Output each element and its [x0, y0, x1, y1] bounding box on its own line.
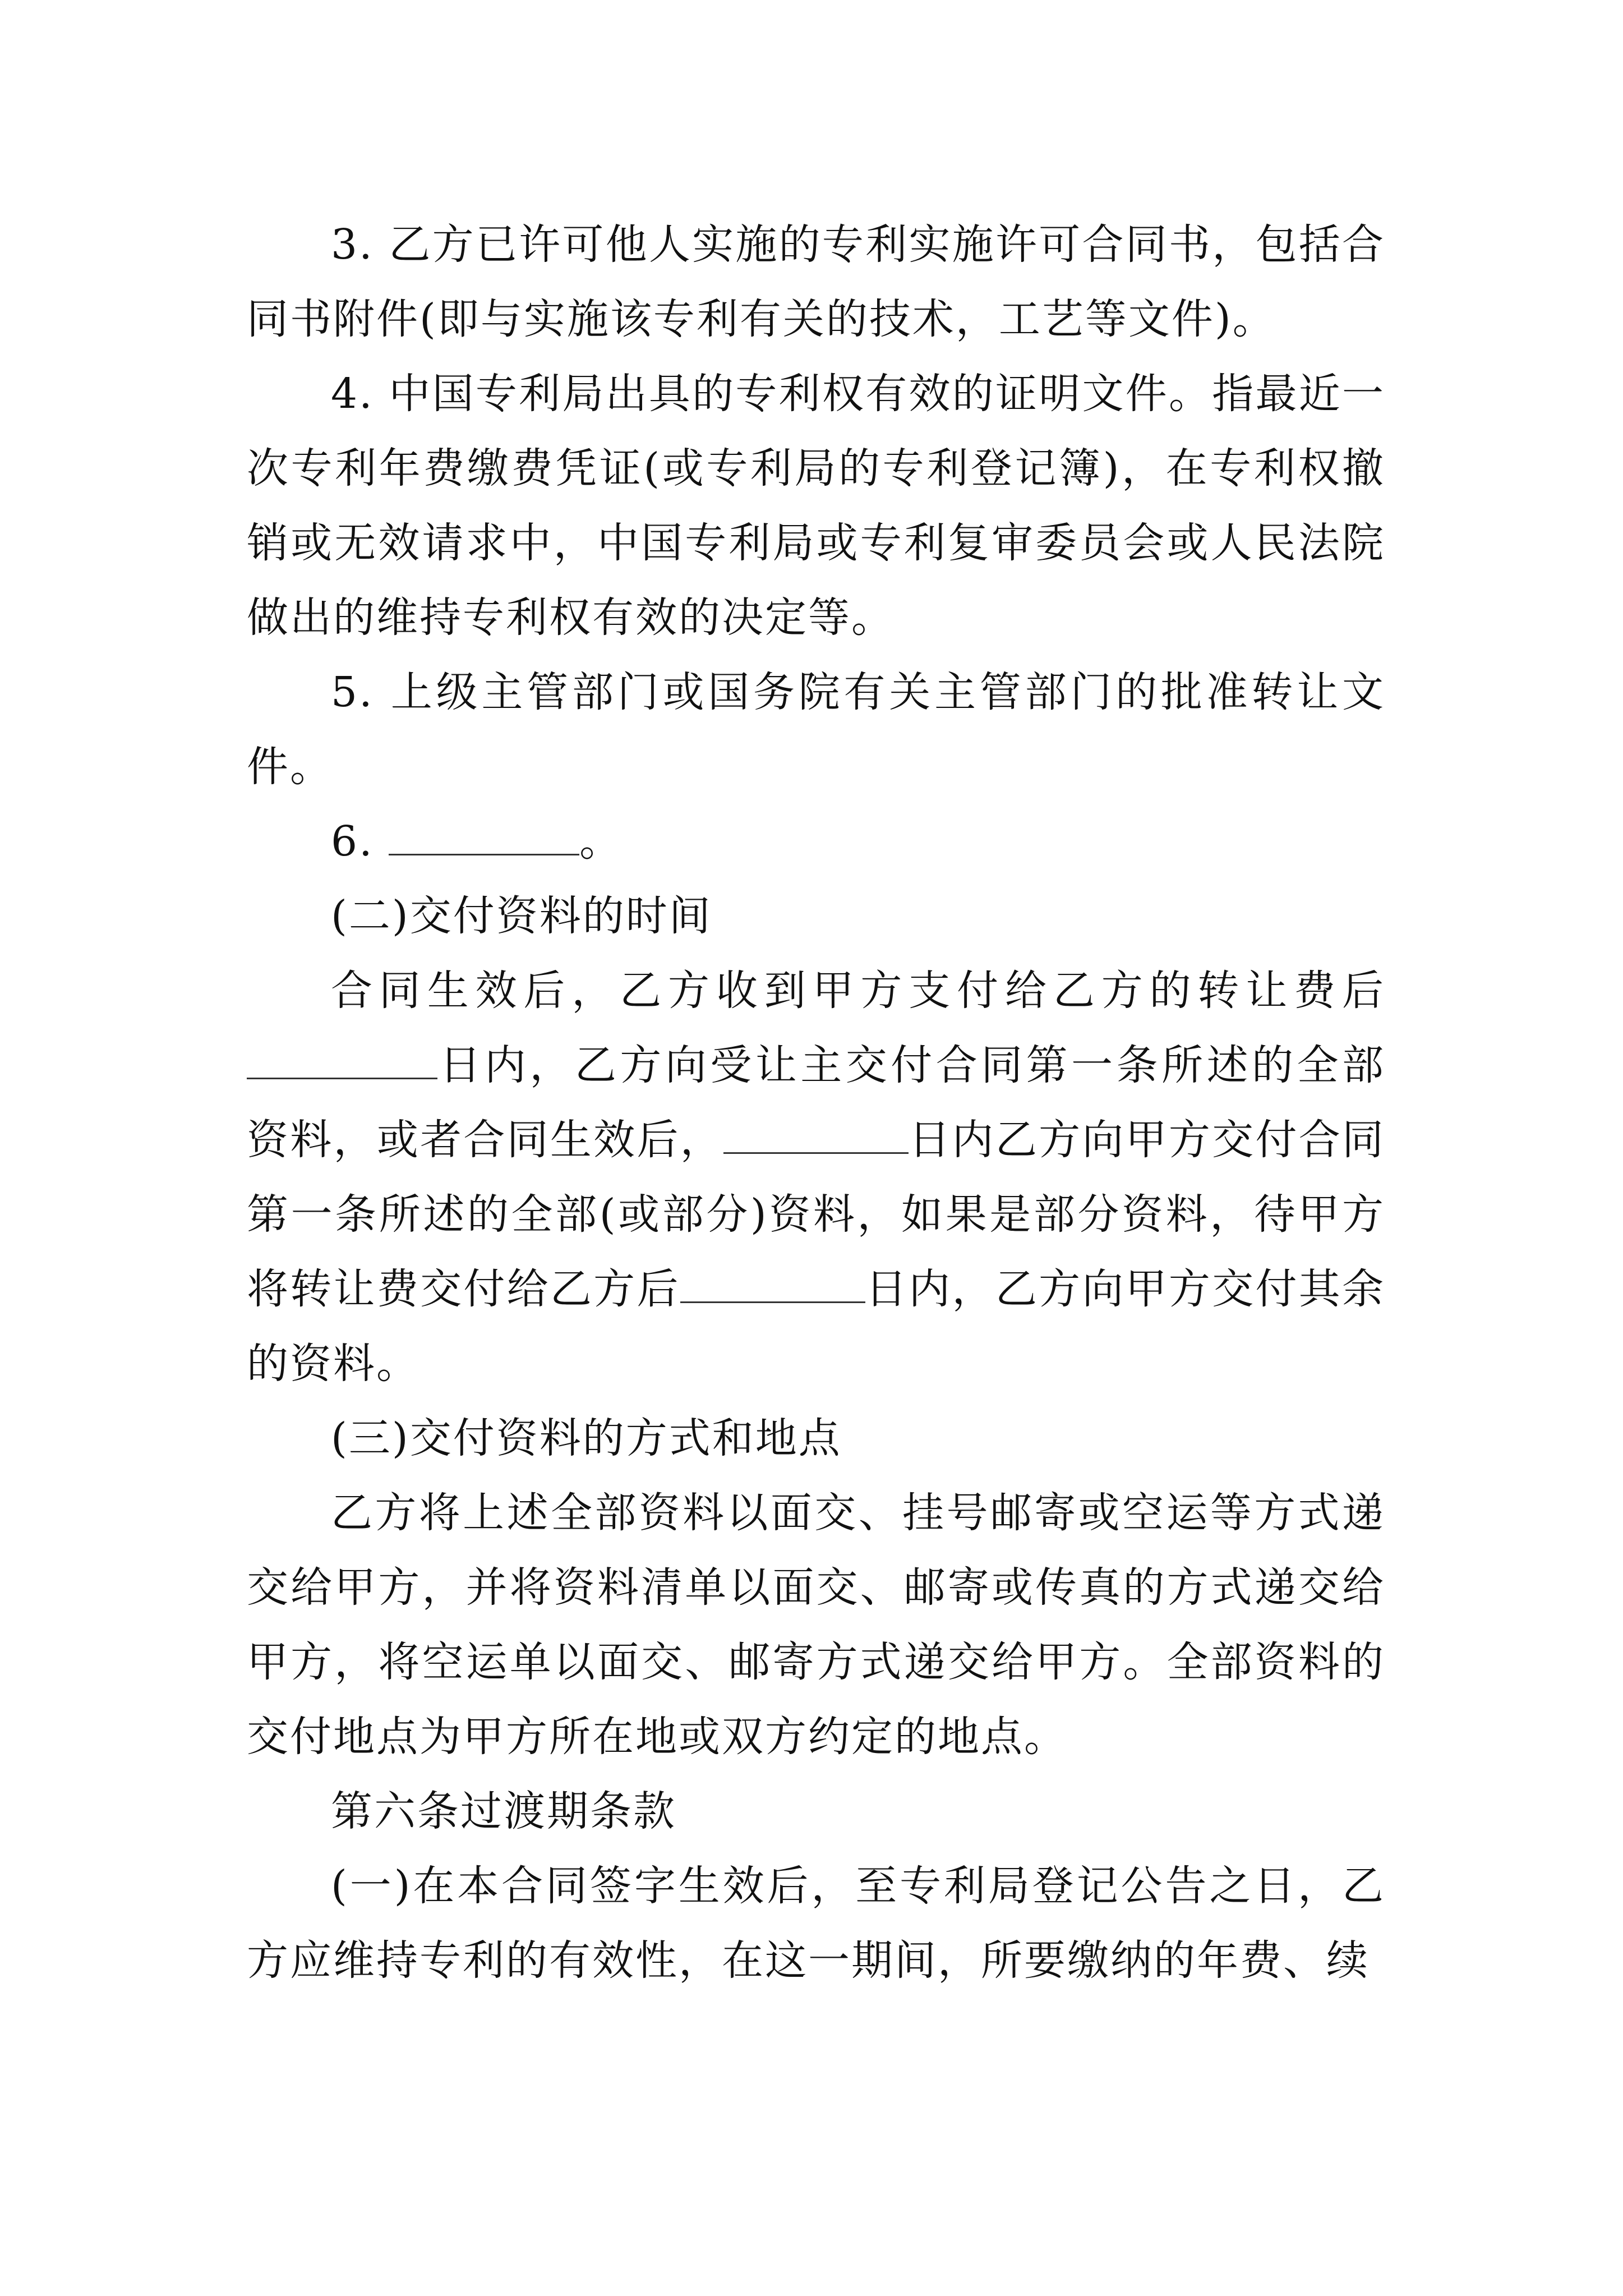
fill-in-blank — [723, 1119, 909, 1154]
fill-in-blank — [389, 820, 579, 855]
section-heading-delivery-method — [247, 1401, 1385, 1476]
fill-in-blank — [680, 1268, 865, 1303]
paragraph-text: 乙方将上述全部资料以面交、挂号邮寄或空运等方式递交给甲方，并将资料清单以面交、邮寄或传真的方式递交给甲方，将空运单以面交、邮寄方式递交给甲方。全部资料的交付地点为甲方所在地或双方约定的地点。 — [247, 1489, 1385, 1761]
paragraph-item-6 — [247, 804, 1385, 879]
paragraph-text: 。 — [579, 817, 623, 866]
paragraph-text: (一)在本合同签字生效后，至专利局登记公告之日，乙方应维持专利的有效性，在这一期间，所要缴纳的年费、续 — [247, 1862, 1385, 1985]
heading-text: (三)交付资料的方式和地点 — [331, 1414, 842, 1462]
paragraph-delivery-method — [247, 1476, 1385, 1774]
paragraph-text: 3. 乙方已许可他人实施的专利实施许可合同书，包括合同书附件(即与实施该专利有关的技术，工艺等文件)。 — [247, 220, 1385, 343]
paragraph-item-3 — [247, 208, 1385, 357]
heading-text: 第六条过渡期条款 — [331, 1787, 676, 1835]
section-heading-delivery-time — [247, 879, 1385, 954]
article-heading-transition — [247, 1774, 1385, 1849]
paragraph-delivery-time — [247, 954, 1385, 1401]
paragraph-text: 日内，乙方向受让主交付合同第一条所述的全部资料，或者合同生效后， — [247, 1041, 1385, 1164]
paragraph-text: 日内乙方向甲方交付合同第一条所述的全部(或部分)资料，如果是部分资料，待甲方将转让费交付给乙方后 — [247, 1116, 1385, 1313]
paragraph-text: 6. — [331, 817, 389, 866]
paragraph-item-5 — [247, 655, 1385, 804]
heading-text: (二)交付资料的时间 — [331, 892, 712, 940]
paragraph-text: 合同生效后，乙方收到甲方支付给乙方的转让费后 — [331, 967, 1385, 1015]
fill-in-blank — [247, 1044, 437, 1079]
paragraph-text: 4. 中国专利局出具的专利权有效的证明文件。指最近一次专利年费缴费凭证(或专利局的专利登记簿)，在专利权撤销或无效请求中，中国专利局或专利复审委员会或人民法院做出的维持专利权有效的决定等。 — [247, 370, 1385, 642]
paragraph-item-4 — [247, 357, 1385, 655]
paragraph-text: 日内，乙方向甲方交付其余的资料。 — [247, 1265, 1386, 1388]
paragraph-transition-1 — [247, 1849, 1385, 1998]
paragraph-text: 5. 上级主管部门或国务院有关主管部门的批准转让文件。 — [247, 668, 1385, 791]
document-body — [247, 208, 1385, 1998]
